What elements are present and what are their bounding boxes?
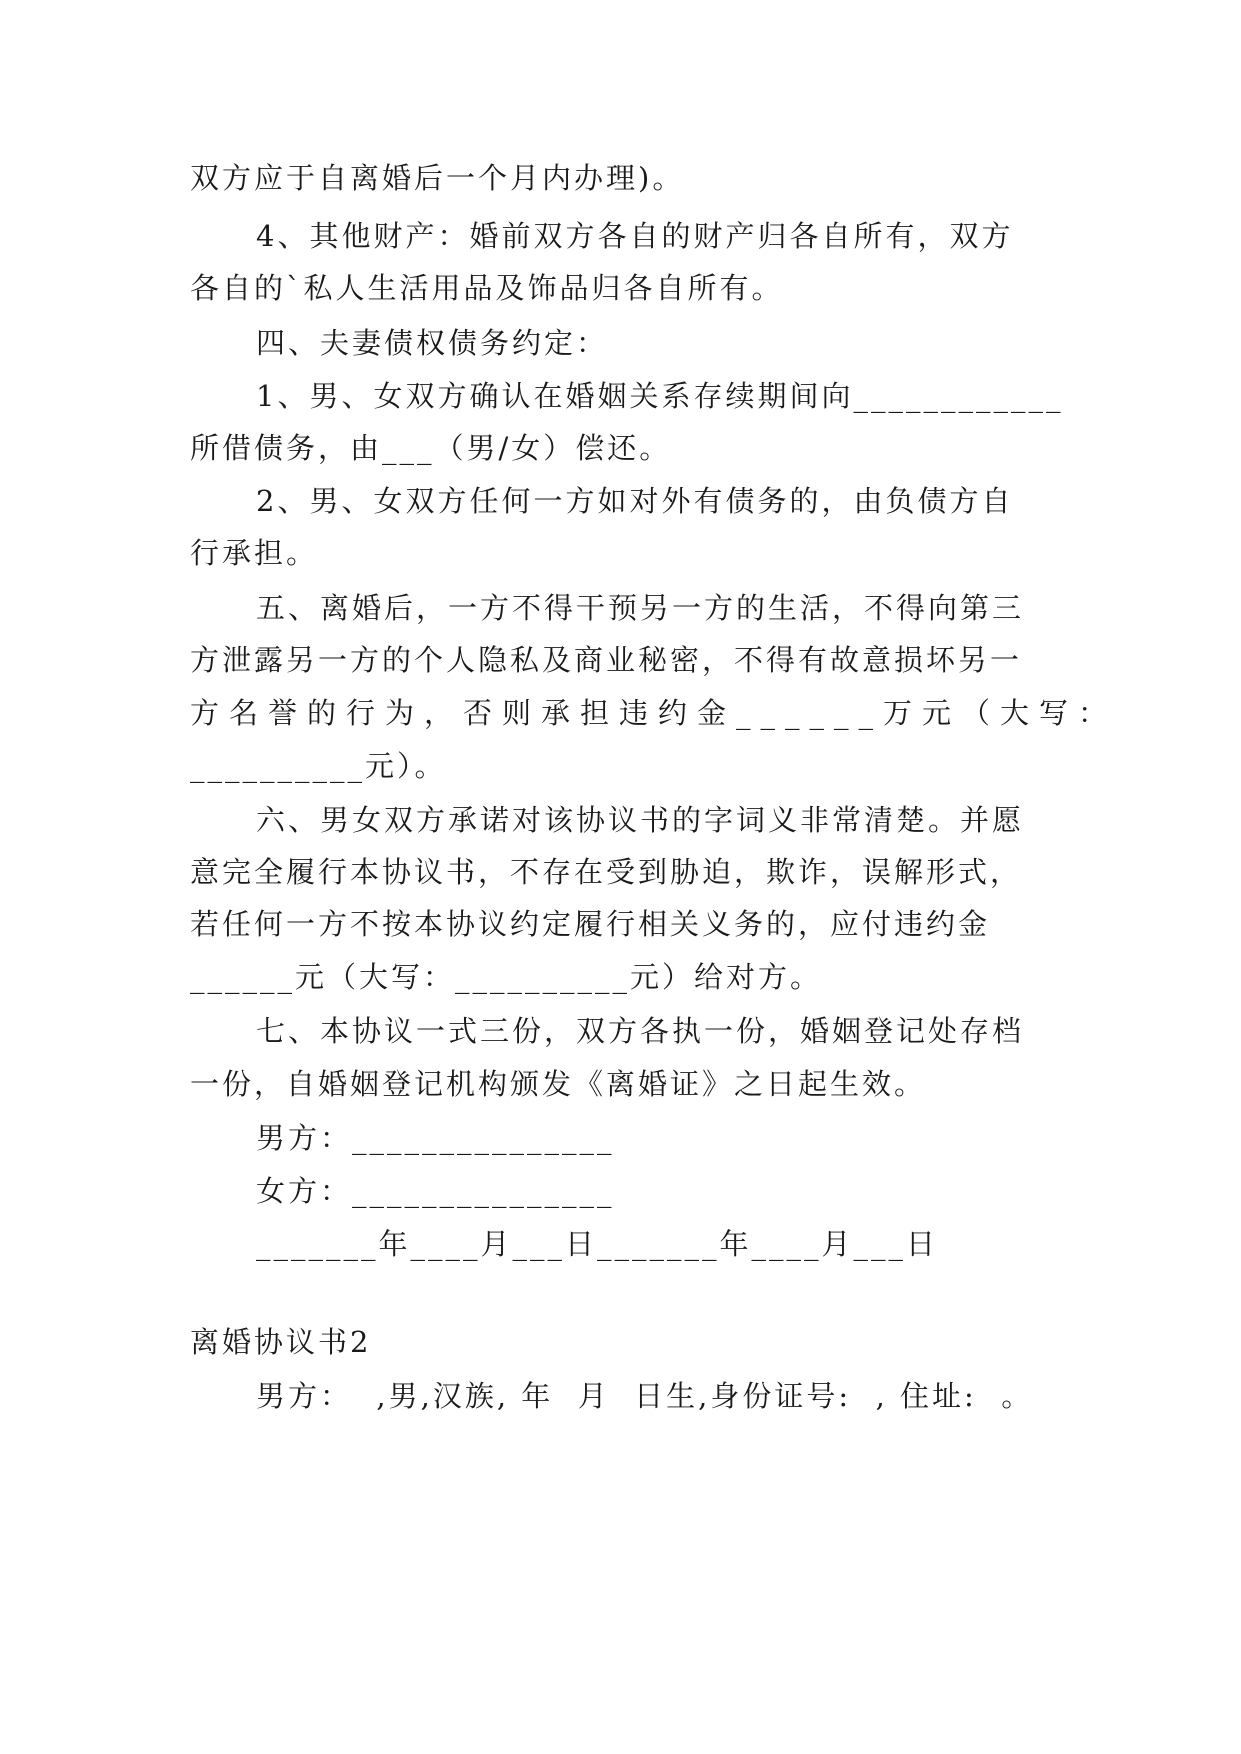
text-line-15: 若任何一方不按本协议约定履行相关义务的，应付违约金 xyxy=(190,907,991,941)
text-line-16: ______元（大写：__________元）给对方。 xyxy=(190,960,823,994)
text-line-6: 所借债务，由___（男/女）偿还。 xyxy=(190,431,672,465)
text-line-8: 行承担。 xyxy=(190,536,319,570)
text-line-5: 1、男、女双方确认在婚姻关系存续期间向____________ xyxy=(256,379,1064,413)
text-line-14: 意完全履行本协议书，不存在受到胁迫，欺诈，误解形式， xyxy=(190,855,1023,889)
text-line-1: 双方应于自离婚后一个月内办理)。 xyxy=(190,161,685,195)
text-line-2: 4、其他财产：婚前双方各自的财产归各自所有，双方 xyxy=(256,219,1014,253)
signature-dates: _______年____月___日_______年____月___日 xyxy=(256,1227,939,1261)
document-title-2: 离婚协议书2 xyxy=(190,1325,372,1359)
text-line-10: 方泄露另一方的个人隐私及商业秘密，不得有故意损坏另一 xyxy=(190,643,1023,677)
text-line-13: 六、男女双方承诺对该协议书的字词义非常清楚。并愿 xyxy=(256,803,1025,837)
text-line-17: 七、本协议一式三份，双方各执一份，婚姻登记处存档 xyxy=(256,1014,1025,1048)
text-line-3: 各自的`私人生活用品及饰品归各自所有。 xyxy=(190,271,784,305)
text-line-11: 方名誉的行为，否则承担违约金______万元（大写： xyxy=(190,696,1118,730)
text-line-male-info: 男方： ,男,汉族, 年 月 日生,身份证号: , 住址: 。 xyxy=(256,1379,1034,1413)
text-line-7: 2、男、女双方任何一方如对外有债务的，由负债方自 xyxy=(256,484,1014,518)
text-line-9: 五、离婚后，一方不得干预另一方的生活，不得向第三 xyxy=(256,591,1025,625)
section-heading-debts: 四、夫妻债权债务约定： xyxy=(256,326,609,360)
text-line-18: 一份，自婚姻登记机构颁发《离婚证》之日起生效。 xyxy=(190,1067,927,1101)
signature-male: 男方：_______________ xyxy=(256,1121,615,1155)
signature-female: 女方：_______________ xyxy=(256,1174,615,1208)
text-line-12: __________元）。 xyxy=(190,749,447,783)
